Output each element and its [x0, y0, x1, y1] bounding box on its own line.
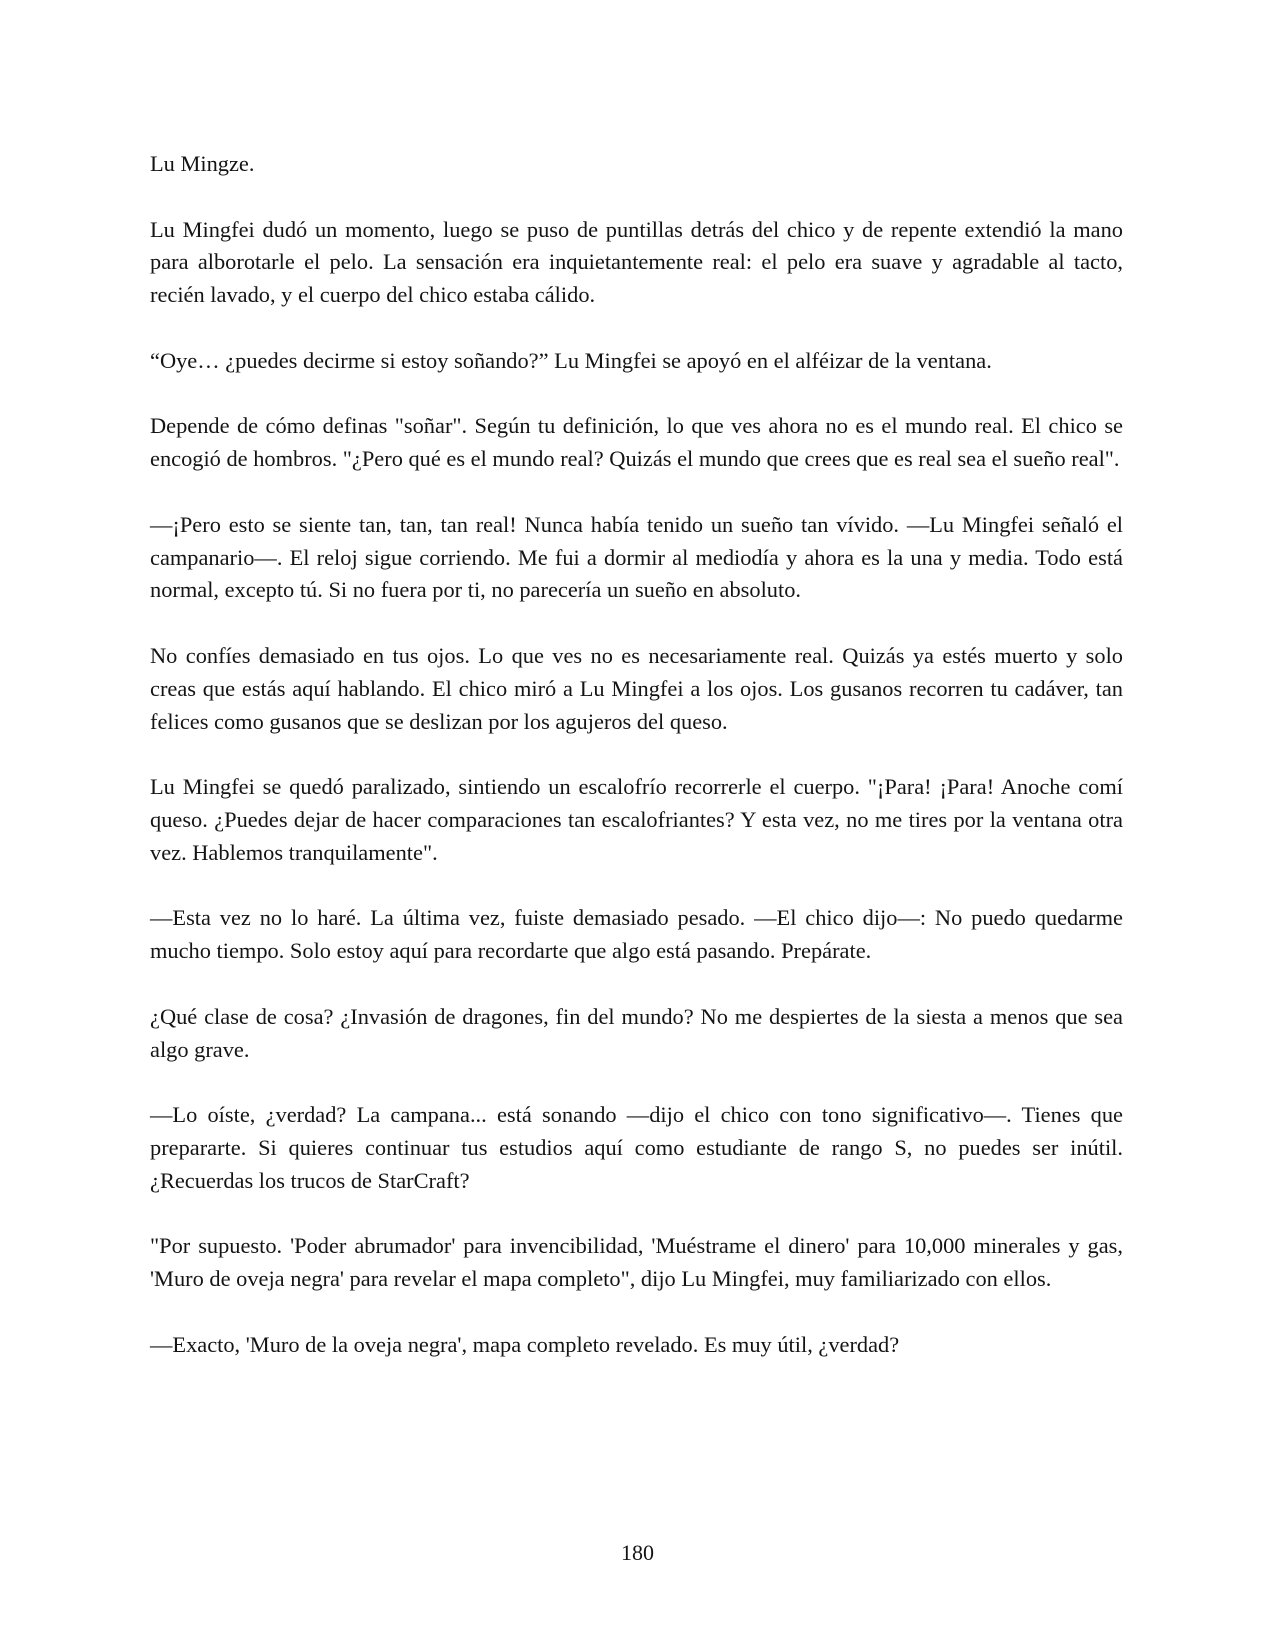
body-text	[150, 148, 1123, 1361]
paragraph: “Oye… ¿puedes decirme si estoy soñando?” Lu Mingfei se apoyó en el alféizar de la ventana.	[150, 347, 992, 373]
paragraph: Lu Mingfei se quedó paralizado, sintiendo un escalofrío recorrerle el cuerpo. "¡Para! ¡Para! Anoche comí queso. ¿Puedes dejar de hacer comparaciones tan escalofriantes? Y esta vez, no me tires por la ventana otra vez. Hablemos tranquilamente".	[150, 774, 1123, 865]
page-number: 180	[621, 1540, 654, 1565]
paragraph: ¿Qué clase de cosa? ¿Invasión de dragones, fin del mundo? No me despiertes de la siesta a menos que sea algo grave.	[150, 1003, 1123, 1062]
paragraph: No confíes demasiado en tus ojos. Lo que ves no es necesariamente real. Quizás ya estés muerto y solo creas que estás aquí hablando. El chico miró a Lu Mingfei a los ojos. Los gusanos recorren tu cadáver, tan felices como gusanos que se deslizan por los agujeros del queso.	[150, 642, 1123, 734]
paragraph: Depende de cómo definas "soñar". Según tu definición, lo que ves ahora no es el mundo real. El chico se encogió de hombros. "¿Pero qué es el mundo real? Quizás el mundo que crees que es real sea el sueño real".	[150, 413, 1123, 472]
paragraph: —Esta vez no lo haré. La última vez, fuiste demasiado pesado. —El chico dijo—: No puedo quedarme mucho tiempo. Solo estoy aquí para recordarte que algo está pasando. Prepárate.	[150, 905, 1123, 964]
paragraph: —Lo oíste, ¿verdad? La campana... está sonando —dijo el chico con tono significativo—. Tienes que prepararte. Si quieres continuar tus estudios aquí como estudiante de rango S, no puedes ser inútil. ¿Recuerdas los trucos de StarCraft?	[150, 1102, 1123, 1193]
paragraph: "Por supuesto. 'Poder abrumador' para invencibilidad, 'Muéstrame el dinero' para 10,000 minerales y gas, 'Muro de oveja negra' para revelar el mapa completo", dijo Lu Mingfei, muy familiarizado con ellos.	[150, 1233, 1123, 1292]
paragraph: —Exacto, 'Muro de la oveja negra', mapa completo revelado. Es muy útil, ¿verdad?	[150, 1331, 900, 1357]
paragraph: Lu Mingze.	[150, 151, 255, 176]
paragraph: —¡Pero esto se siente tan, tan, tan real! Nunca había tenido un sueño tan vívido. —Lu Mingfei señaló el campanario—. El reloj sigue corriendo. Me fui a dormir al mediodía y ahora es la una y media. Todo está normal, excepto tú. Si no fuera por ti, no parecería un sueño en absoluto.	[150, 511, 1123, 603]
paragraph: Lu Mingfei dudó un momento, luego se puso de puntillas detrás del chico y de repente extendió la mano para alborotarle el pelo. La sensación era inquietantemente real: el pelo era suave y agradable al tacto, recién lavado, y el cuerpo del chico estaba cálido.	[150, 216, 1123, 308]
